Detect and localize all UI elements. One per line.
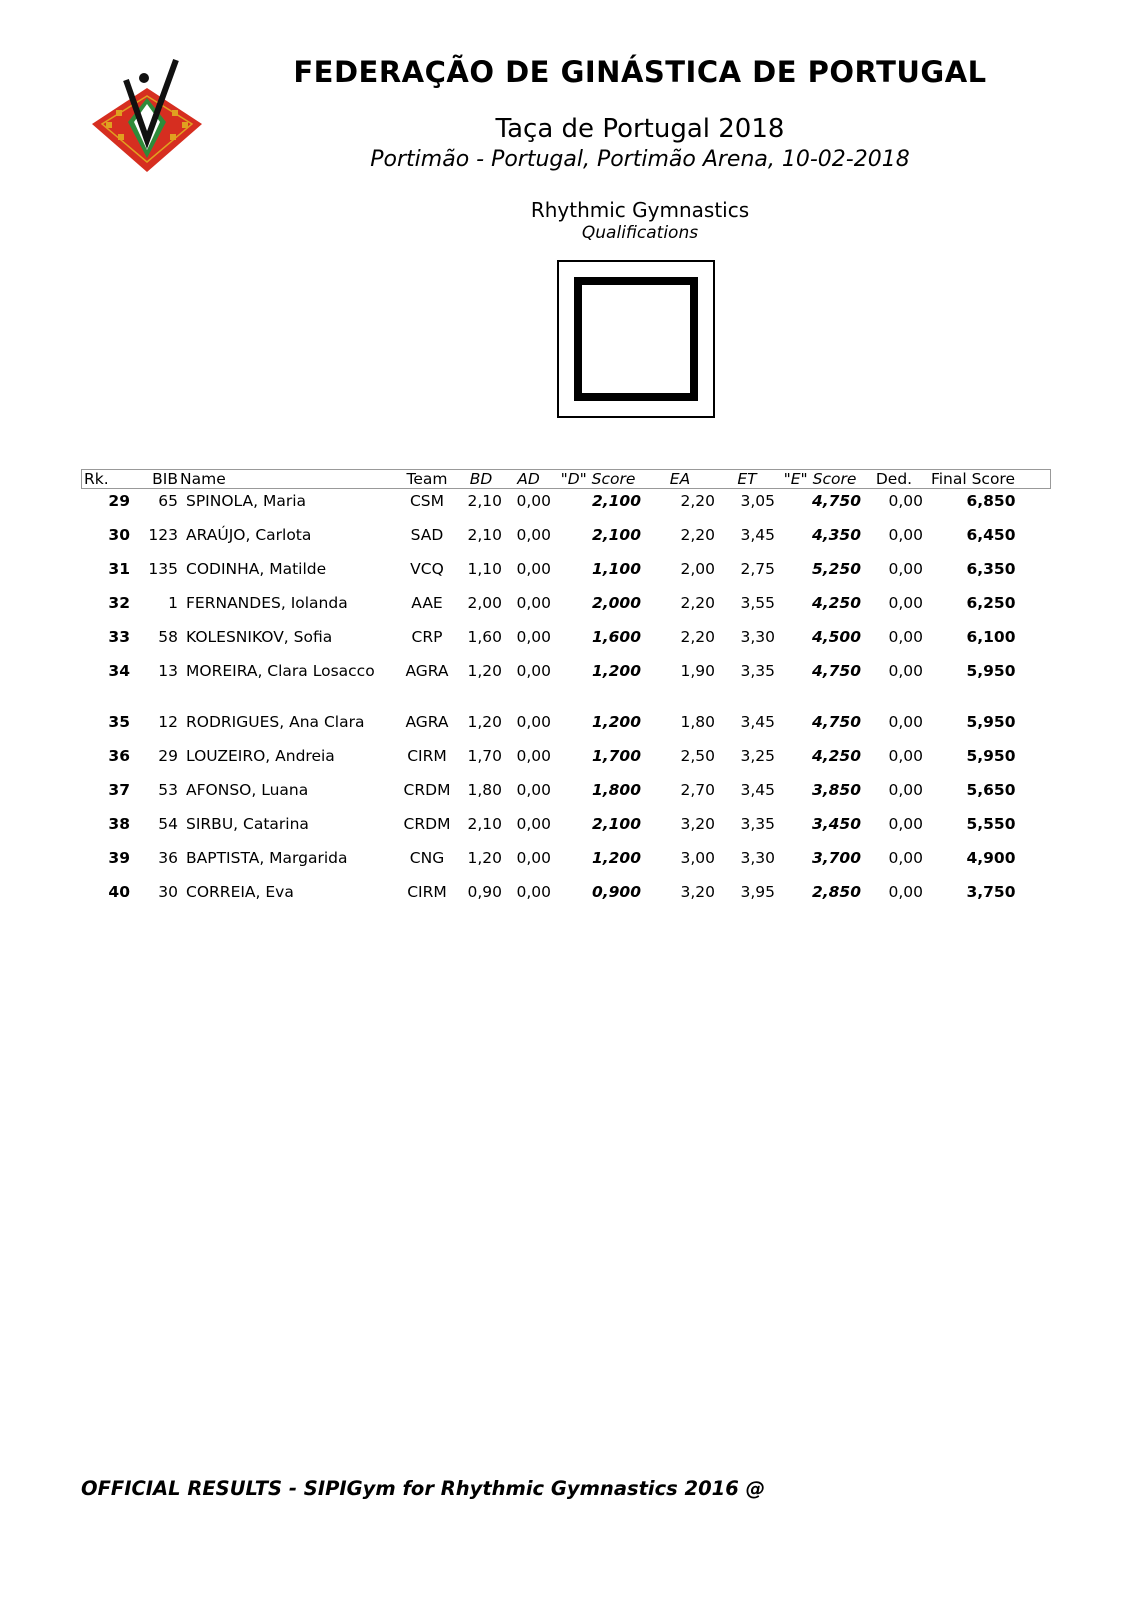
apparatus-icon (557, 260, 715, 418)
cell-d-score: 1,200 (591, 713, 641, 731)
cell-e-score: 4,250 (811, 594, 861, 612)
cell-d-score: 2,100 (591, 492, 641, 510)
table-row (82, 846, 1051, 880)
cell-ad: 0,00 (516, 560, 551, 578)
table-header-row (82, 470, 1051, 489)
col-bib: BIB (132, 470, 180, 489)
cell-et: 3,55 (740, 594, 775, 612)
cell-final-score: 4,900 (966, 849, 1016, 867)
cell-ad: 0,00 (516, 781, 551, 799)
cell-et: 3,45 (740, 781, 775, 799)
cell-e-score: 3,700 (811, 849, 861, 867)
cell-ad: 0,00 (516, 662, 551, 680)
cell-bib: 58 (158, 628, 178, 646)
cell-bd: 1,80 (467, 781, 502, 799)
apparatus-icon-inner (574, 277, 698, 401)
cell-bib: 30 (158, 883, 178, 901)
cell-ad: 0,00 (516, 713, 551, 731)
cell-team: CIRM (407, 883, 447, 901)
cell-ded: 0,00 (888, 560, 923, 578)
cell-ea: 3,20 (680, 883, 715, 901)
cell-ad: 0,00 (516, 492, 551, 510)
cell-e-score: 4,750 (811, 662, 861, 680)
cell-rank: 30 (108, 526, 130, 544)
cell-et: 3,45 (740, 713, 775, 731)
cell-team: SAD (410, 526, 444, 544)
cell-final-score: 5,950 (966, 713, 1016, 731)
cell-ea: 2,50 (680, 747, 715, 765)
cell-bib: 53 (158, 781, 178, 799)
cell-ded: 0,00 (888, 883, 923, 901)
cell-team: VCQ (410, 560, 444, 578)
cell-et: 3,30 (740, 628, 775, 646)
cell-et: 3,35 (740, 815, 775, 833)
footer-text: OFFICIAL RESULTS - SIPIGym for Rhythmic Gymnastics 2016 @ (81, 1477, 766, 1500)
cell-rank: 32 (108, 594, 130, 612)
cell-name: FERNANDES, Iolanda (186, 594, 348, 612)
cell-name: LOUZEIRO, Andreia (186, 747, 335, 765)
cell-name: CORREIA, Eva (186, 883, 294, 901)
cell-ded: 0,00 (888, 662, 923, 680)
cell-final-score: 5,950 (966, 747, 1016, 765)
table-row (82, 557, 1051, 591)
cell-ad: 0,00 (516, 526, 551, 544)
cell-ad: 0,00 (516, 849, 551, 867)
col-et: ET (717, 470, 777, 489)
cell-d-score: 1,700 (591, 747, 641, 765)
table-row (82, 880, 1051, 914)
cell-e-score: 5,250 (811, 560, 861, 578)
cell-bib: 29 (158, 747, 178, 765)
cell-et: 3,30 (740, 849, 775, 867)
col-bd: BD (458, 470, 504, 489)
table-row (82, 591, 1051, 625)
cell-et: 3,45 (740, 526, 775, 544)
cell-d-score: 2,100 (591, 526, 641, 544)
cell-bib: 12 (158, 713, 178, 731)
cell-final-score: 5,650 (966, 781, 1016, 799)
event-title: Taça de Portugal 2018 (495, 114, 785, 144)
table-row (82, 523, 1051, 557)
cell-final-score: 6,450 (966, 526, 1016, 544)
cell-bd: 1,10 (467, 560, 502, 578)
cell-ea: 2,20 (680, 594, 715, 612)
results-table (81, 469, 1051, 914)
cell-e-score: 4,750 (811, 492, 861, 510)
cell-ded: 0,00 (888, 713, 923, 731)
col-team: Team (396, 470, 458, 489)
table-row (82, 744, 1051, 778)
cell-et: 3,35 (740, 662, 775, 680)
cell-d-score: 2,100 (591, 815, 641, 833)
cell-bd: 1,60 (467, 628, 502, 646)
cell-bd: 2,10 (467, 526, 502, 544)
table-row (82, 625, 1051, 659)
cell-ad: 0,00 (516, 594, 551, 612)
cell-team: AAE (411, 594, 443, 612)
cell-ded: 0,00 (888, 747, 923, 765)
cell-et: 3,95 (740, 883, 775, 901)
cell-name: ARAÚJO, Carlota (186, 526, 312, 544)
cell-ea: 1,90 (680, 662, 715, 680)
cell-d-score: 1,200 (591, 849, 641, 867)
cell-ad: 0,00 (516, 747, 551, 765)
cell-rank: 31 (108, 560, 130, 578)
cell-e-score: 4,500 (811, 628, 861, 646)
cell-d-score: 0,900 (591, 883, 641, 901)
cell-e-score: 2,850 (811, 883, 861, 901)
cell-rank: 33 (108, 628, 130, 646)
cell-et: 2,75 (740, 560, 775, 578)
col-ea: EA (643, 470, 717, 489)
cell-et: 3,05 (740, 492, 775, 510)
cell-ded: 0,00 (888, 849, 923, 867)
cell-final-score: 5,550 (966, 815, 1016, 833)
table-row (82, 489, 1051, 524)
cell-team: CSM (409, 492, 445, 510)
cell-ea: 3,00 (680, 849, 715, 867)
col-ad: AD (504, 470, 553, 489)
cell-team: CIRM (407, 747, 447, 765)
cell-ea: 2,20 (680, 492, 715, 510)
cell-ea: 3,20 (680, 815, 715, 833)
cell-rank: 40 (108, 883, 130, 901)
cell-rank: 37 (108, 781, 130, 799)
col-final-score: Final Score (925, 470, 1051, 489)
cell-ea: 2,20 (680, 526, 715, 544)
cell-e-score: 4,350 (811, 526, 861, 544)
cell-ea: 2,00 (680, 560, 715, 578)
cell-team: AGRA (405, 662, 449, 680)
cell-bd: 0,90 (467, 883, 502, 901)
cell-ded: 0,00 (888, 781, 923, 799)
cell-ad: 0,00 (516, 815, 551, 833)
cell-ded: 0,00 (888, 815, 923, 833)
cell-final-score: 5,950 (966, 662, 1016, 680)
cell-ded: 0,00 (888, 594, 923, 612)
cell-bd: 1,20 (467, 662, 502, 680)
cell-final-score: 6,350 (966, 560, 1016, 578)
cell-e-score: 3,850 (811, 781, 861, 799)
cell-bib: 65 (158, 492, 178, 510)
col-name: Name (180, 470, 396, 489)
cell-bd: 1,20 (467, 713, 502, 731)
cell-team: CRP (411, 628, 443, 646)
cell-name: SPINOLA, Maria (186, 492, 307, 510)
cell-ad: 0,00 (516, 628, 551, 646)
cell-final-score: 6,850 (966, 492, 1016, 510)
cell-name: SIRBU, Catarina (186, 815, 309, 833)
cell-et: 3,25 (740, 747, 775, 765)
cell-name: BAPTISTA, Margarida (186, 849, 348, 867)
discipline-title: Rhythmic Gymnastics (530, 198, 750, 222)
results-body (82, 489, 1051, 915)
organization-title: FEDERAÇÃO DE GINÁSTICA DE PORTUGAL (293, 55, 987, 89)
table-row (82, 659, 1051, 710)
cell-name: KOLESNIKOV, Sofia (186, 628, 333, 646)
cell-final-score: 6,250 (966, 594, 1016, 612)
cell-bib: 123 (148, 526, 178, 544)
cell-ea: 1,80 (680, 713, 715, 731)
cell-rank: 36 (108, 747, 130, 765)
event-venue: Portimão - Portugal, Portimão Arena, 10-02-2018 (370, 147, 910, 172)
cell-final-score: 6,100 (966, 628, 1016, 646)
cell-name: MOREIRA, Clara Losacco (186, 662, 375, 680)
cell-team: CRDM (403, 815, 451, 833)
cell-d-score: 2,000 (591, 594, 641, 612)
cell-rank: 29 (108, 492, 130, 510)
cell-e-score: 4,750 (811, 713, 861, 731)
cell-bib: 13 (158, 662, 178, 680)
cell-ea: 2,70 (680, 781, 715, 799)
cell-rank: 38 (108, 815, 130, 833)
cell-name: RODRIGUES, Ana Clara (186, 713, 365, 731)
table-row (82, 778, 1051, 812)
cell-ded: 0,00 (888, 526, 923, 544)
cell-d-score: 1,200 (591, 662, 641, 680)
cell-bd: 2,10 (467, 492, 502, 510)
phase-title: Qualifications (581, 223, 699, 243)
table-row (82, 710, 1051, 744)
cell-final-score: 3,750 (966, 883, 1016, 901)
cell-bd: 2,00 (467, 594, 502, 612)
col-rank: Rk. (82, 470, 133, 489)
cell-d-score: 1,600 (591, 628, 641, 646)
cell-bib: 1 (168, 594, 178, 612)
cell-bd: 2,10 (467, 815, 502, 833)
cell-bib: 135 (148, 560, 178, 578)
cell-name: AFONSO, Luana (186, 781, 309, 799)
cell-team: CNG (409, 849, 445, 867)
cell-ea: 2,20 (680, 628, 715, 646)
cell-bd: 1,20 (467, 849, 502, 867)
col-d-score: "D" Score (553, 470, 643, 489)
cell-team: AGRA (405, 713, 449, 731)
cell-bib: 36 (158, 849, 178, 867)
cell-ded: 0,00 (888, 628, 923, 646)
cell-rank: 34 (108, 662, 130, 680)
cell-e-score: 3,450 (811, 815, 861, 833)
cell-name: CODINHA, Matilde (186, 560, 327, 578)
cell-ad: 0,00 (516, 883, 551, 901)
cell-d-score: 1,800 (591, 781, 641, 799)
col-e-score: "E" Score (777, 470, 863, 489)
cell-rank: 39 (108, 849, 130, 867)
cell-bib: 54 (158, 815, 178, 833)
col-ded: Ded. (863, 470, 925, 489)
cell-bd: 1,70 (467, 747, 502, 765)
cell-e-score: 4,250 (811, 747, 861, 765)
cell-d-score: 1,100 (591, 560, 641, 578)
cell-ded: 0,00 (888, 492, 923, 510)
cell-team: CRDM (403, 781, 451, 799)
table-row (82, 812, 1051, 846)
cell-rank: 35 (108, 713, 130, 731)
